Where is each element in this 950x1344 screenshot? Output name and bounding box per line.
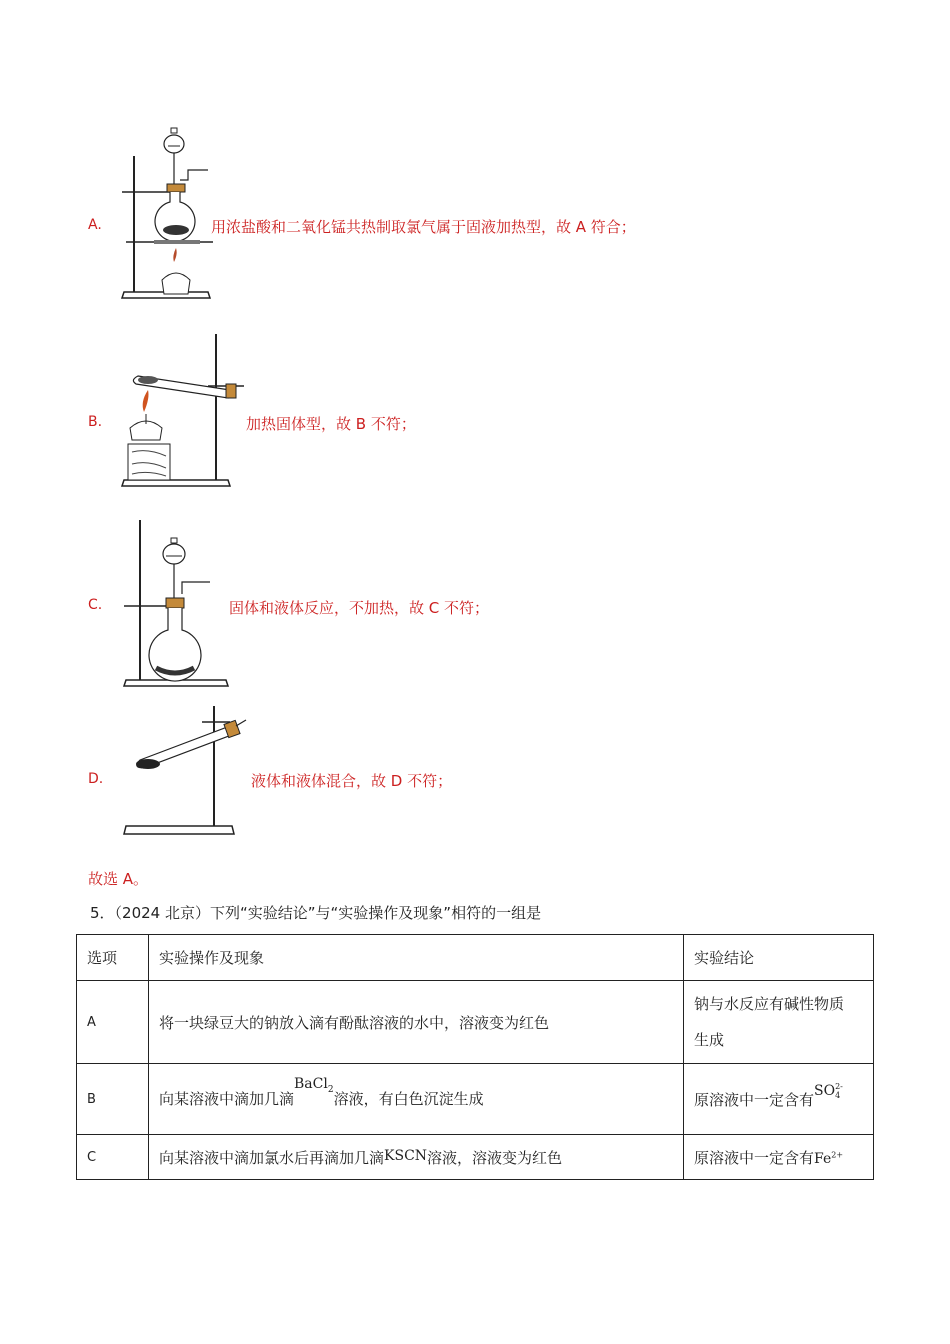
row-c-ion-sup: 2+ — [831, 1149, 844, 1159]
question-5-table — [76, 934, 874, 1180]
table-row — [77, 1064, 874, 1135]
row-c-operation-post: 溶液，溶液变为红色 — [427, 1148, 563, 1167]
header-operation: 实验操作及现象 — [149, 935, 684, 981]
row-a-operation: 将一块绿豆大的钠放入滴有酚酞溶液的水中，溶液变为红色 — [149, 981, 684, 1064]
table-header-row — [77, 935, 874, 981]
answer-conclusion: 故选 A。 — [88, 870, 149, 888]
apparatus-b-figure — [118, 332, 248, 490]
row-b-ion-sup: 2- — [835, 1081, 843, 1091]
header-option: 选项 — [77, 935, 149, 981]
row-a-result-line1: 钠与水反应有碱性物质 — [694, 995, 845, 1013]
row-b-operation-post: 溶液，有白色沉淀生成 — [333, 1089, 484, 1108]
option-a-text: 用浓盐酸和二氧化锰共热制取氯气属于固液加热型，故 A 符合； — [211, 218, 636, 236]
header-result: 实验结论 — [684, 935, 874, 981]
option-b-text: 加热固体型，故 B 不符； — [246, 415, 416, 433]
row-a-result-line2: 生成 — [694, 1031, 725, 1049]
row-a-option: A — [77, 981, 149, 1064]
option-d-text: 液体和液体混合，故 D 不符； — [251, 772, 453, 790]
option-c-letter: C. — [88, 597, 103, 613]
row-b-reagent-sub: 2 — [327, 1084, 334, 1095]
apparatus-a-figure — [118, 122, 213, 302]
row-b-result — [684, 1064, 874, 1135]
row-c-ion-formula: Fe — [814, 1150, 832, 1167]
row-c-ion — [814, 1151, 843, 1167]
option-a-letter: A. — [88, 217, 102, 233]
row-c-result-text: 原溶液中一定含有 — [694, 1148, 815, 1167]
row-c-result — [684, 1135, 874, 1180]
row-b-result-text: 原溶液中一定含有 — [694, 1090, 815, 1109]
row-b-reagent — [294, 1075, 334, 1095]
row-b-operation — [149, 1064, 684, 1135]
row-b-ion-formula: SO — [814, 1082, 836, 1099]
row-b-operation-pre: 向某溶液中滴加几滴 — [159, 1089, 295, 1108]
apparatus-c-figure — [118, 518, 230, 690]
row-c-operation-pre: 向某溶液中滴加氯水后再滴加几滴 — [159, 1148, 385, 1167]
option-c-text: 固体和液体反应，不加热，故 C 不符； — [229, 599, 490, 617]
row-b-reagent-formula: BaCl — [294, 1075, 328, 1092]
row-c-option: C — [77, 1135, 149, 1180]
row-b-ion — [814, 1083, 843, 1099]
table-row — [77, 981, 874, 1064]
row-b-option: B — [77, 1064, 149, 1135]
row-c-reagent: KSCN — [384, 1147, 428, 1164]
row-a-result — [684, 981, 874, 1064]
apparatus-d-figure — [118, 704, 250, 838]
row-c-operation — [149, 1135, 684, 1180]
question-5-stem: 5．（2024 北京）下列“实验结论”与“实验操作及现象”相符的一组是 — [90, 904, 542, 922]
row-b-ion-sub: 4 — [835, 1090, 841, 1100]
option-d-letter: D. — [88, 771, 104, 787]
table-row — [77, 1135, 874, 1180]
option-b-letter: B. — [88, 414, 103, 430]
